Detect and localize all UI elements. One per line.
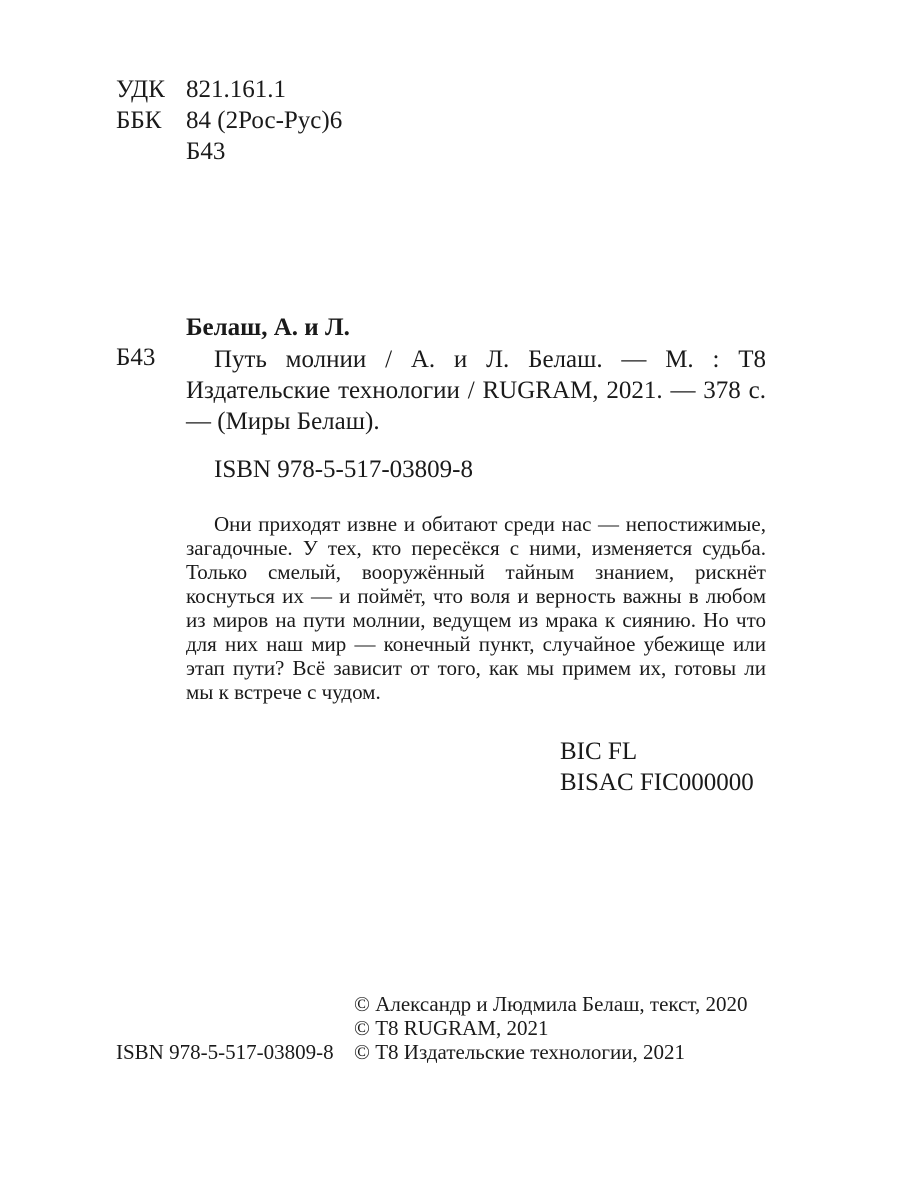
author-mark: Б43 <box>116 344 156 371</box>
copyright-line-rugram: © Т8 RUGRAM, 2021 <box>354 1016 549 1040</box>
udk-label: УДК <box>116 76 165 103</box>
bisac-code: BISAC FIC000000 <box>560 769 754 796</box>
bbk-value: 84 (2Рос-Рус)6 <box>186 107 343 134</box>
footer-isbn: ISBN 978-5-517-03809-8 <box>116 1040 334 1064</box>
bic-code: BIC FL <box>560 738 638 765</box>
udk-value: 821.161.1 <box>186 76 286 103</box>
author-heading: Белаш, А. и Л. <box>186 314 350 341</box>
copyright-line-publisher: © Т8 Издательские технологии, 2021 <box>354 1040 685 1064</box>
subject-codes <box>560 736 754 798</box>
isbn: ISBN 978-5-517-03809-8 <box>214 456 474 483</box>
bibliographic-citation: Путь молнии / А. и Л. Белаш. — М. : Т8 Издательские технологии / RUGRAM, 2021. — 378 с. — (Миры Белаш). <box>186 346 766 435</box>
copyright-line-text: © Александр и Людмила Белаш, текст, 2020 <box>354 992 748 1016</box>
author-mark-top: Б43 <box>186 138 226 165</box>
annotation: Они приходят извне и обитают среди нас — непостижимые, загадочные. У тех, кто пересёкся с ними, изменяется судьба. Только смелый, вооружённый тайным знанием, рискнёт коснуться их — и поймёт, что воля и верность важны в любом из миров на пути молнии, ведущем из мрака к сиянию. Но что для них наш мир — конечный пункт, случайное убежище или этап пути? Всё зависит от того, как мы примем их, готовы ли мы к встрече с чудом. <box>186 512 766 704</box>
bbk-label: ББК <box>116 107 162 134</box>
